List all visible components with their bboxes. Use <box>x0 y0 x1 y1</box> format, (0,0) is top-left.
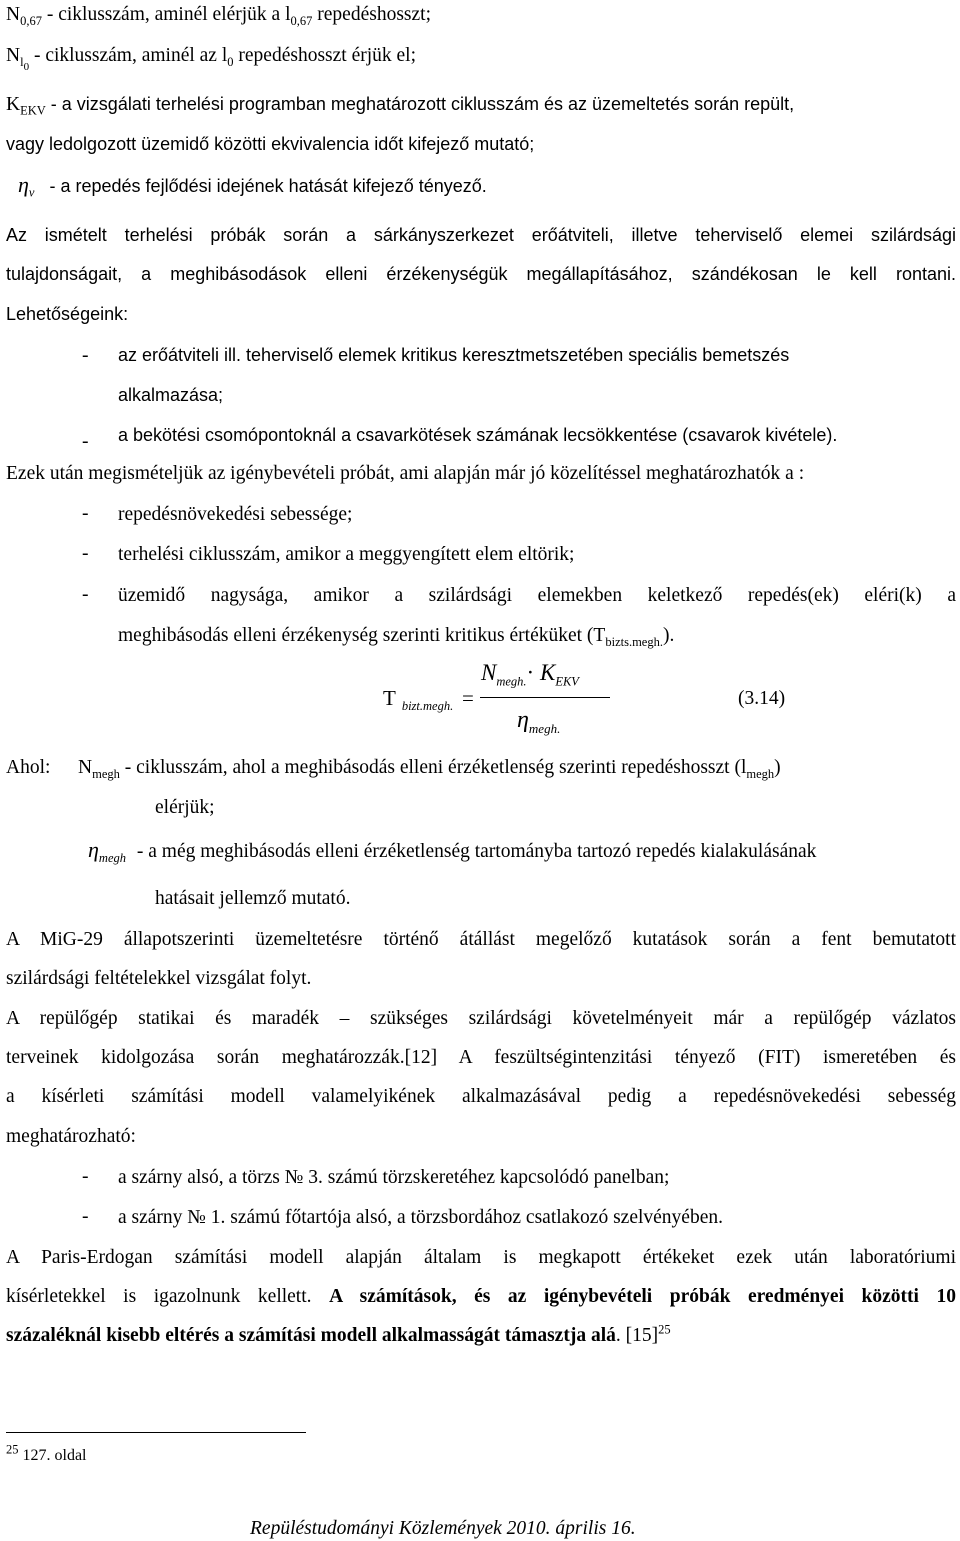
list2-item3: üzemidő nagysága, amikor a szilárdsági elemekben keletkező repedés(ek) eléri(k) a <box>118 585 956 606</box>
def-eta-v: $\eta_v$ - a repedés fejlődési idejének hatását kifejező tényező. <box>18 172 487 200</box>
formula-numerator: $N_{megh.}\cdot K_{EKV}$ <box>481 660 579 689</box>
list2-item3-cont: meghibásodás elleni érzékenység szerinti kritikus értéküket $(T_{bizts.megh.})$. <box>118 625 675 649</box>
ahol-eta-cont: hatásait jellemző mutató. <box>155 888 351 909</box>
ahol-eta-definition: $\eta_{megh}$ - a még meghibásodás elleni érzéketlenség tartományba tartozó repedés kialakulásának <box>88 837 817 865</box>
para4-line3: a kísérleti számítási modell valamelyikének alkalmazásával pedig a repedésnövekedési sebesség <box>6 1086 956 1107</box>
list1-dash-1: - <box>82 345 89 366</box>
formula-equals: = <box>462 686 474 710</box>
def-kekv: $K_{EKV}$ - a vizsgálati terhelési programban meghatározott ciklusszám és az üzemeltetés során repült, <box>6 94 795 118</box>
list3-item2: a szárny № 1. számú főtartója alsó, a törzsbordához csatlakozó szelvényében. <box>118 1207 723 1228</box>
list1-item1-cont: alkalmazása; <box>118 385 224 405</box>
def-n067: $N_{0,67}$ - ciklusszám, aminél elérjük a $l_{0,67}$ repedéshosszt; <box>6 4 431 28</box>
list3-dash-2: - <box>82 1206 89 1227</box>
footnote: $^{25}$ 127. oldal <box>6 1442 87 1464</box>
formula-lhs: T $_{bizt.megh.}$ <box>383 686 454 714</box>
list2-dash-1: - <box>82 503 89 524</box>
para5-line3: százaléknál kisebb eltérés a számítási modell alkalmasságát támasztja alá. $[15]^{25}$ <box>6 1322 671 1346</box>
footnote-rule <box>6 1432 306 1433</box>
para5-line1: A Paris-Erdogan számítási modell alapján általam is megkapott értékeket ezek után laboratóriumi <box>6 1247 956 1268</box>
fraction-bar <box>480 697 610 698</box>
list2-item2: terhelési ciklusszám, amikor a meggyengített elem eltörik; <box>118 544 575 565</box>
list2-dash-3: - <box>82 584 89 605</box>
para1-line2: tulajdonságait, a meghibásodások elleni érzékenységük megállapításához, szándékosan le kell rontani. <box>6 264 956 284</box>
formula-denominator: $\eta_{megh.}$ <box>517 707 561 736</box>
equation-number: (3.14) <box>738 688 786 709</box>
def-nl0: $N_{l0}$ - ciklusszám, aminél az $l_0$ repedéshosszt érjük el; <box>6 45 416 73</box>
list1-dash-2: - <box>82 431 89 452</box>
list2-item1: repedésnövekedési sebessége; <box>118 504 353 525</box>
para1-line1: Az ismételt terhelési próbák során a sárkányszerkezet erőátviteli, illetve teherviselő elemei szilárdsági <box>6 225 956 245</box>
ahol-n-definition: $N_{megh}$ - ciklusszám, ahol a meghibásodás elleni érzéketlenség szerinti repedéshosszt $(l_{megh})$ <box>78 757 781 781</box>
footnote-reference[interactable]: 25 <box>658 1322 671 1337</box>
list3-dash-1: - <box>82 1166 89 1187</box>
def-kekv-cont: vagy ledolgozott üzemidő közötti ekvivalencia időt kifejező mutató; <box>6 134 535 154</box>
list3-item1: a szárny alsó, a törzs № 3. számú törzskeretéhez kapcsolódó panelban; <box>118 1167 670 1188</box>
list1-item2: a bekötési csomópontoknál a csavarkötések számának lecsökkentése (csavarok kivétele). <box>118 425 838 445</box>
para2: Ezek után megismételjük az igénybevételi próbát, ami alapján már jó közelítéssel meghatározhatók a : <box>6 463 805 484</box>
para4-line1: A repülőgép statikai és maradék – szükséges szilárdsági követelményeit már a repülőgép vázlatos <box>6 1008 956 1029</box>
list1-item1: az erőátviteli ill. teherviselő elemek kritikus keresztmetszetében speciális bemetszés <box>118 345 790 365</box>
para5-line2: kísérletekkel is igazolnunk kellett. A számítások, és az igénybevételi próbák eredményei közötti 10 <box>6 1286 956 1307</box>
para4-line4: meghatározható: <box>6 1126 136 1147</box>
para1-line3: Lehetőségeink: <box>6 304 129 324</box>
page-footer: Repüléstudományi Közlemények 2010. április 16. <box>250 1518 636 1539</box>
para3-line1: A MiG-29 állapotszerinti üzemeltetésre történő átállást megelőző kutatások során a fent bemutatott <box>6 929 956 950</box>
para4-line2: terveinek kidolgozása során meghatározzák.[12] A feszültségintenzitási tényező (FIT) ismeretében és <box>6 1047 956 1068</box>
list2-dash-2: - <box>82 543 89 564</box>
ahol-label: Ahol: <box>6 757 51 778</box>
ahol-n-cont: elérjük; <box>155 797 215 818</box>
para3-line2: szilárdsági feltételekkel vizsgálat folyt. <box>6 968 312 989</box>
